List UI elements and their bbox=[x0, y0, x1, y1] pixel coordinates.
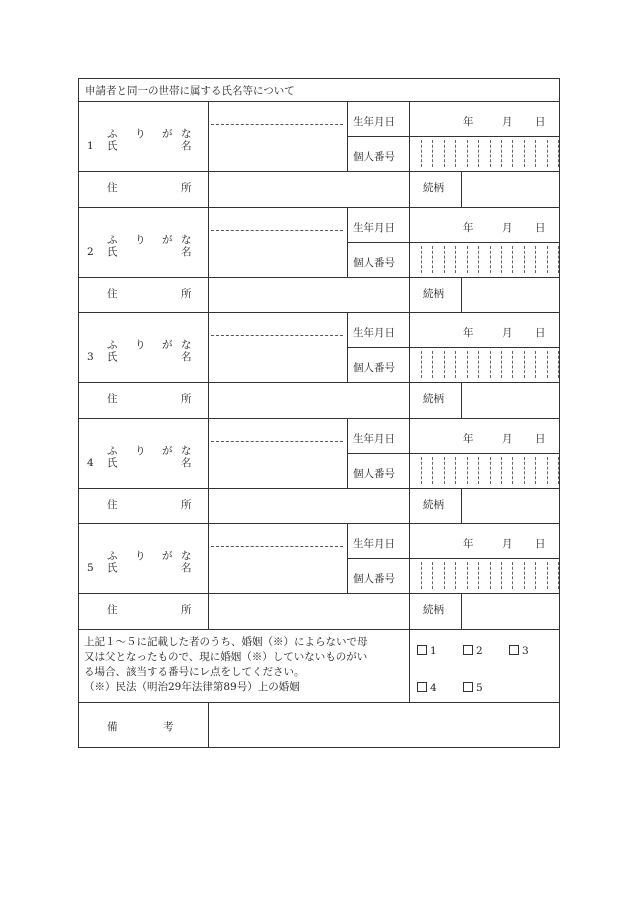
column-divider bbox=[409, 382, 410, 418]
birthdate-input[interactable] bbox=[411, 103, 557, 134]
column-divider bbox=[208, 207, 209, 313]
address-input[interactable] bbox=[210, 490, 407, 522]
checkbox-square[interactable] bbox=[463, 682, 473, 692]
name-label-char: 氏 bbox=[107, 562, 118, 574]
furigana-label-char: ふ bbox=[107, 233, 118, 246]
column-divider bbox=[347, 418, 348, 488]
address-label-char: 住 bbox=[107, 604, 118, 616]
date-unit-label: 年 bbox=[463, 432, 474, 445]
column-divider bbox=[208, 418, 209, 524]
address-input[interactable] bbox=[210, 279, 407, 311]
column-divider bbox=[409, 593, 410, 629]
birthdate-input[interactable] bbox=[411, 209, 557, 240]
name-input[interactable] bbox=[210, 209, 345, 275]
furigana-label-char: ふ bbox=[107, 128, 118, 140]
relationship-label: 続柄 bbox=[423, 498, 444, 511]
household-members-form bbox=[78, 78, 560, 748]
digit-separator bbox=[558, 246, 559, 273]
digit-separator bbox=[558, 562, 559, 589]
column-divider bbox=[347, 207, 348, 277]
furigana-label-char: り bbox=[135, 233, 146, 246]
column-divider bbox=[409, 207, 410, 277]
furigana-label-char: な bbox=[181, 128, 192, 140]
individual-number-input[interactable] bbox=[411, 349, 557, 380]
checkbox-person-5[interactable] bbox=[463, 682, 483, 694]
relationship-input[interactable] bbox=[463, 384, 557, 416]
column-divider bbox=[461, 382, 462, 418]
name-label-char: 名 bbox=[181, 562, 192, 574]
furigana-label-char: り bbox=[135, 339, 146, 351]
birthdate-label: 生年月日 bbox=[353, 221, 395, 234]
column-divider bbox=[461, 277, 462, 313]
birthdate-label: 生年月日 bbox=[353, 538, 395, 550]
remarks-input[interactable] bbox=[210, 704, 557, 746]
remarks-label-char: 備 bbox=[107, 720, 118, 733]
address-label-char: 住 bbox=[107, 498, 118, 511]
name-label-char: 名 bbox=[181, 245, 192, 258]
person-number: 4 bbox=[87, 456, 94, 469]
person-block-divider bbox=[79, 207, 559, 208]
date-unit-label: 日 bbox=[535, 221, 546, 234]
name-input[interactable] bbox=[210, 103, 345, 169]
name-label-char: 氏 bbox=[107, 140, 118, 152]
column-divider bbox=[208, 702, 209, 748]
name-input[interactable] bbox=[210, 525, 345, 591]
address-label-char: 所 bbox=[181, 604, 192, 616]
header-divider bbox=[79, 101, 559, 102]
column-divider bbox=[409, 523, 410, 593]
checkbox-person-1[interactable] bbox=[417, 645, 437, 657]
birthdate-number-divider bbox=[347, 453, 559, 454]
person-number: 1 bbox=[87, 140, 94, 152]
name-address-divider bbox=[79, 382, 559, 383]
name-label-char: 名 bbox=[181, 351, 192, 363]
furigana-label-char: ふ bbox=[107, 444, 118, 457]
date-unit-label: 日 bbox=[535, 538, 546, 550]
name-label-char: 氏 bbox=[107, 245, 118, 258]
birthdate-input[interactable] bbox=[411, 525, 557, 556]
column-divider bbox=[208, 523, 209, 629]
column-divider bbox=[409, 171, 410, 207]
date-unit-label: 年 bbox=[463, 116, 474, 128]
notes-remarks-divider bbox=[79, 702, 559, 703]
date-unit-label: 月 bbox=[502, 538, 513, 550]
column-divider bbox=[409, 418, 410, 488]
checkbox-person-2[interactable] bbox=[463, 645, 483, 657]
date-unit-label: 年 bbox=[463, 221, 474, 234]
furigana-label-char: が bbox=[162, 339, 173, 351]
person-block-divider bbox=[79, 629, 559, 630]
name-address-divider bbox=[79, 593, 559, 594]
person-block-divider bbox=[79, 418, 559, 419]
address-label-char: 所 bbox=[181, 182, 192, 194]
furigana-label-char: り bbox=[135, 128, 146, 140]
address-label-char: 所 bbox=[181, 393, 192, 405]
birthdate-number-divider bbox=[347, 347, 559, 348]
name-address-divider bbox=[79, 488, 559, 489]
individual-number-label: 個人番号 bbox=[353, 573, 395, 585]
individual-number-input[interactable] bbox=[411, 138, 557, 169]
relationship-label: 続柄 bbox=[423, 287, 444, 300]
name-label-char: 氏 bbox=[107, 456, 118, 469]
furigana-label-char: な bbox=[181, 233, 192, 246]
furigana-label-char: ふ bbox=[107, 550, 118, 562]
date-unit-label: 年 bbox=[463, 327, 474, 339]
checkbox-label: 5 bbox=[476, 681, 483, 694]
birthdate-number-divider bbox=[347, 136, 559, 137]
column-divider bbox=[461, 488, 462, 524]
birthdate-number-divider bbox=[347, 242, 559, 243]
birthdate-label: 生年月日 bbox=[353, 116, 395, 128]
birthdate-input[interactable] bbox=[411, 420, 557, 451]
checkbox-label: 3 bbox=[522, 644, 529, 657]
date-unit-label: 月 bbox=[502, 432, 513, 445]
column-divider bbox=[409, 277, 410, 313]
individual-number-input[interactable] bbox=[411, 455, 557, 486]
note-line: 上記１～５に記載した者のうち、婚姻（※）によらないで母 bbox=[84, 635, 368, 648]
column-divider bbox=[347, 312, 348, 382]
relationship-input[interactable] bbox=[463, 490, 557, 522]
name-label-char: 名 bbox=[181, 456, 192, 469]
person-block-divider bbox=[79, 312, 559, 313]
furigana-label-char: が bbox=[162, 128, 173, 140]
column-divider bbox=[409, 101, 410, 171]
date-unit-label: 月 bbox=[502, 221, 513, 234]
furigana-label-char: ふ bbox=[107, 339, 118, 351]
note-line: る場合、該当する番号にレ点をしてください。 bbox=[84, 665, 305, 678]
checkbox-label: 1 bbox=[430, 644, 437, 657]
relationship-input[interactable] bbox=[463, 279, 557, 311]
name-label-char: 名 bbox=[181, 140, 192, 152]
individual-number-label: 個人番号 bbox=[353, 467, 395, 480]
furigana-label-char: が bbox=[162, 233, 173, 246]
remarks-label-char: 考 bbox=[163, 720, 174, 733]
furigana-label-char: な bbox=[181, 339, 192, 351]
person-number: 3 bbox=[87, 351, 94, 363]
column-divider bbox=[461, 593, 462, 629]
name-input[interactable] bbox=[210, 420, 345, 486]
checkbox-person-4[interactable] bbox=[417, 682, 437, 694]
address-input[interactable] bbox=[210, 384, 407, 416]
checkbox-square[interactable] bbox=[417, 682, 427, 692]
single-parent-note bbox=[84, 635, 368, 695]
date-unit-label: 日 bbox=[535, 327, 546, 339]
checkbox-label: 2 bbox=[476, 644, 483, 657]
date-unit-label: 月 bbox=[502, 327, 513, 339]
column-divider bbox=[461, 171, 462, 207]
digit-separator bbox=[558, 351, 559, 378]
person-block-divider bbox=[79, 523, 559, 524]
note-line: （※）民法（明治29年法律第89号）上の婚姻 bbox=[84, 680, 300, 693]
name-address-divider bbox=[79, 171, 559, 172]
individual-number-label: 個人番号 bbox=[353, 362, 395, 374]
column-divider bbox=[409, 629, 410, 702]
furigana-label-char: り bbox=[135, 550, 146, 562]
digit-separator bbox=[558, 140, 559, 167]
address-label-char: 住 bbox=[107, 287, 118, 300]
address-input[interactable] bbox=[210, 173, 407, 205]
column-divider bbox=[208, 101, 209, 207]
checkbox-person-3[interactable] bbox=[509, 645, 529, 657]
column-divider bbox=[347, 101, 348, 171]
individual-number-label: 個人番号 bbox=[353, 256, 395, 269]
relationship-input[interactable] bbox=[463, 595, 557, 627]
digit-separator bbox=[558, 457, 559, 484]
birthdate-number-divider bbox=[347, 558, 559, 559]
address-label-char: 住 bbox=[107, 393, 118, 405]
person-number: 2 bbox=[87, 245, 94, 258]
individual-number-input[interactable] bbox=[411, 560, 557, 591]
checkbox-label: 4 bbox=[430, 681, 437, 694]
birthdate-label: 生年月日 bbox=[353, 432, 395, 445]
furigana-label-char: り bbox=[135, 444, 146, 457]
relationship-label: 続柄 bbox=[423, 604, 444, 616]
individual-number-label: 個人番号 bbox=[353, 151, 395, 163]
relationship-label: 続柄 bbox=[423, 182, 444, 194]
address-input[interactable] bbox=[210, 595, 407, 627]
column-divider bbox=[208, 312, 209, 418]
furigana-label-char: な bbox=[181, 444, 192, 457]
furigana-label-char: が bbox=[162, 550, 173, 562]
name-label-char: 氏 bbox=[107, 351, 118, 363]
date-unit-label: 日 bbox=[535, 116, 546, 128]
address-label-char: 所 bbox=[181, 287, 192, 300]
name-input[interactable] bbox=[210, 314, 345, 380]
checkbox-square[interactable] bbox=[463, 645, 473, 655]
name-address-divider bbox=[79, 277, 559, 278]
date-unit-label: 日 bbox=[535, 432, 546, 445]
note-line: 又は父となったもので、現に婚姻（※）していないものがい bbox=[84, 650, 368, 663]
birthdate-label: 生年月日 bbox=[353, 327, 395, 339]
column-divider bbox=[409, 312, 410, 382]
relationship-input[interactable] bbox=[463, 173, 557, 205]
address-label-char: 所 bbox=[181, 498, 192, 511]
address-label-char: 住 bbox=[107, 182, 118, 194]
form-header: 申請者と同一の世帯に属する氏名等について bbox=[85, 85, 295, 97]
date-unit-label: 年 bbox=[463, 538, 474, 550]
relationship-label: 続柄 bbox=[423, 393, 444, 405]
column-divider bbox=[347, 523, 348, 593]
date-unit-label: 月 bbox=[502, 116, 513, 128]
person-number: 5 bbox=[87, 562, 94, 574]
birthdate-input[interactable] bbox=[411, 314, 557, 345]
furigana-label-char: が bbox=[162, 444, 173, 457]
column-divider bbox=[409, 488, 410, 524]
furigana-label-char: な bbox=[181, 550, 192, 562]
checkbox-square[interactable] bbox=[509, 645, 519, 655]
individual-number-input[interactable] bbox=[411, 244, 557, 275]
checkbox-square[interactable] bbox=[417, 645, 427, 655]
